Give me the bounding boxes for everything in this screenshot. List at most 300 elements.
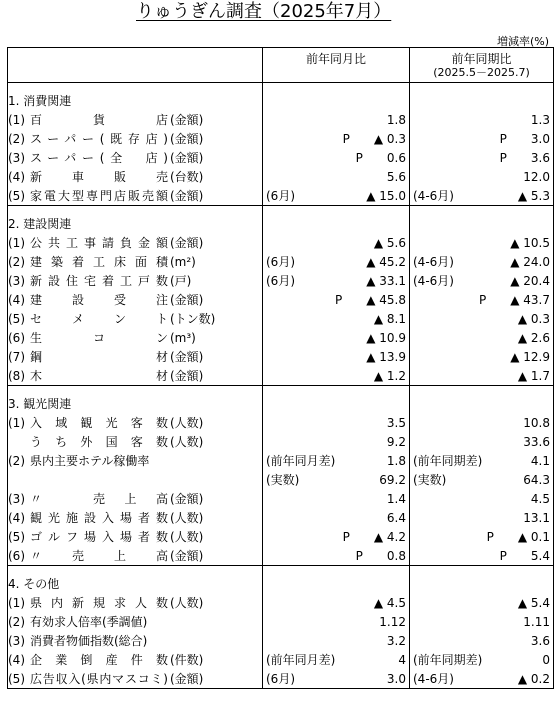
yoy-month-cell [263, 471, 410, 490]
preliminary-flag: P [486, 530, 494, 544]
yoy-month-cell [263, 291, 410, 310]
period-note: (前年同月差) [266, 454, 336, 468]
item-number: (1) [8, 236, 25, 250]
value [366, 291, 406, 309]
item-unit: (金額) [170, 293, 204, 307]
yoy-period-column-header [410, 48, 554, 83]
decrease-triangle-icon: ▲ [366, 331, 376, 345]
item-label: 公共工事請負金額 [30, 236, 168, 250]
decrease-triangle-icon: ▲ [366, 188, 376, 203]
item-number: (6) [8, 331, 25, 345]
value-number: 0.3 [386, 132, 406, 146]
item-label: うち外国客数 [30, 435, 168, 449]
value-number: 0.1 [530, 530, 550, 544]
decrease-triangle-icon: ▲ [517, 368, 528, 383]
decrease-triangle-icon: ▲ [517, 596, 528, 610]
decrease-triangle-icon: ▲ [510, 255, 520, 269]
table-row [8, 547, 554, 566]
section-heading: 1. 消費関連 [8, 91, 263, 111]
item-unit: (人数) [170, 416, 204, 430]
item-label: 新設住宅着工戸数 [30, 274, 168, 288]
yoy-period-cell [410, 272, 554, 291]
value-number: 20.4 [523, 274, 550, 288]
item-number: (1) [8, 416, 25, 430]
preliminary-flag: P [499, 151, 507, 165]
value-number: 5.4 [530, 548, 550, 563]
value [518, 187, 550, 205]
table-row [8, 452, 554, 471]
item-unit: (金額) [170, 350, 204, 364]
yoy-month-cell [263, 632, 410, 651]
yoy-period-cell [410, 632, 554, 651]
section-2 [8, 206, 554, 386]
table-row [8, 168, 554, 187]
yoy-period-cell [410, 528, 554, 547]
decrease-triangle-icon: ▲ [373, 132, 384, 146]
value [523, 433, 550, 451]
value-number: 3.0 [386, 671, 406, 686]
decrease-triangle-icon: ▲ [373, 530, 384, 544]
item-number: (4) [8, 653, 25, 667]
decrease-triangle-icon: ▲ [517, 331, 528, 345]
item-unit: (金額) [170, 492, 204, 506]
value [366, 348, 406, 366]
value-number: 6.4 [386, 511, 406, 525]
decrease-triangle-icon: ▲ [517, 530, 528, 544]
value-number: 69.2 [379, 473, 406, 487]
yoy-month-column-header [263, 48, 410, 83]
item-label: 百 貨 店 [30, 113, 168, 127]
period-note: (4-6月) [413, 671, 454, 686]
table-row [8, 253, 554, 272]
yoy-period-header-range: (2025.5－2025.7) [433, 66, 530, 79]
item-number: (3) [8, 151, 25, 165]
value-number: 3.6 [530, 634, 550, 648]
table-row [8, 651, 554, 670]
decrease-triangle-icon: ▲ [366, 350, 376, 364]
value-number: 4 [398, 653, 406, 667]
yoy-period-cell [410, 452, 554, 471]
value [379, 471, 406, 489]
item-number: (4) [8, 511, 25, 525]
period-note: (6月) [266, 274, 295, 288]
value-number: 1.2 [386, 368, 406, 383]
table-row [8, 433, 554, 452]
decrease-triangle-icon: ▲ [510, 236, 520, 250]
item-unit: (人数) [170, 530, 204, 544]
value [510, 234, 550, 252]
value-number: 5.3 [530, 188, 550, 203]
yoy-period-cell [410, 509, 554, 528]
value [387, 452, 406, 470]
value-number: 0 [542, 653, 550, 667]
item-number: (1) [8, 596, 25, 610]
value-number: 33.6 [523, 435, 550, 449]
value [518, 594, 550, 612]
yoy-month-cell [263, 547, 410, 566]
value-number: 0.2 [530, 671, 550, 686]
value [387, 149, 406, 167]
value [387, 433, 406, 451]
item-unit: (m²) [170, 255, 196, 269]
item-cell [8, 291, 263, 310]
table-row [8, 632, 554, 651]
yoy-month-cell [263, 651, 410, 670]
yoy-period-cell [410, 471, 554, 490]
value [523, 509, 550, 527]
value [518, 528, 550, 546]
value-number: 4.1 [530, 454, 550, 468]
value-number: 15.0 [379, 188, 406, 203]
item-cell [8, 414, 263, 433]
yoy-period-cell [410, 613, 554, 632]
value-number: 10.9 [379, 331, 406, 345]
decrease-triangle-icon: ▲ [373, 368, 384, 383]
item-cell [8, 348, 263, 367]
table-row [8, 310, 554, 329]
item-cell [8, 651, 263, 670]
preliminary-flag: P [478, 293, 487, 307]
value [523, 168, 550, 186]
value-number: 1.3 [530, 113, 550, 127]
yoy-month-cell [263, 234, 410, 253]
item-label: 入域観光客数 [30, 416, 168, 430]
section-heading: 2. 建設関連 [8, 214, 263, 234]
value-number: 13.1 [523, 511, 550, 525]
value [387, 490, 406, 508]
item-label: 建築着工床面積 [30, 255, 168, 269]
yoy-period-cell [410, 329, 554, 348]
item-cell [8, 471, 263, 490]
yoy-month-cell [263, 670, 410, 689]
table-row [8, 111, 554, 130]
yoy-month-cell [263, 130, 410, 149]
table-row [8, 348, 554, 367]
period-note: (4-6月) [413, 188, 454, 203]
item-label: 木 材 [30, 368, 168, 383]
value [523, 414, 550, 432]
item-label: 鋼 材 [30, 350, 168, 364]
decrease-triangle-icon: ▲ [510, 350, 520, 364]
value [518, 670, 550, 688]
value [531, 130, 550, 148]
decrease-triangle-icon: ▲ [373, 312, 384, 326]
period-note: (前年同月差) [266, 653, 336, 667]
yoy-period-cell [410, 433, 554, 452]
preliminary-flag: P [499, 548, 507, 563]
yoy-period-cell [410, 310, 554, 329]
value [398, 651, 406, 669]
item-unit: (人数) [170, 511, 204, 525]
item-unit: (金額) [170, 132, 204, 146]
period-note: (実数) [413, 473, 447, 487]
value-number: 45.8 [379, 293, 406, 307]
period-note: (実数) [266, 473, 300, 487]
item-column-header [8, 48, 263, 83]
yoy-period-cell [410, 651, 554, 670]
yoy-period-cell [410, 291, 554, 310]
value [523, 471, 550, 489]
value [374, 528, 406, 546]
table-row [8, 329, 554, 348]
value-number: 3.6 [530, 151, 550, 165]
value [542, 651, 550, 669]
item-number: (5) [8, 530, 25, 544]
section-1 [8, 83, 554, 206]
yoy-period-cell [410, 594, 554, 613]
value-number: 24.0 [523, 255, 550, 269]
item-cell [8, 367, 263, 386]
yoy-month-cell [263, 111, 410, 130]
value [518, 367, 550, 385]
yoy-period-cell [410, 414, 554, 433]
item-unit: (金額) [170, 113, 204, 127]
value-number: 1.7 [530, 368, 550, 383]
preliminary-flag: P [355, 548, 363, 563]
item-cell [8, 509, 263, 528]
value [374, 367, 406, 385]
period-note: (6月) [266, 671, 295, 686]
yoy-month-cell [263, 490, 410, 509]
period-note: (前年同期差) [413, 454, 483, 468]
item-number: (6) [8, 548, 25, 563]
item-cell [8, 111, 263, 130]
value-number: 8.1 [386, 312, 406, 326]
table-row [8, 187, 554, 206]
table-row [8, 414, 554, 433]
section-spacer [8, 386, 554, 394]
item-cell [8, 187, 263, 206]
value-number: 64.3 [523, 473, 550, 487]
value-number: 13.9 [379, 350, 406, 364]
item-cell [8, 433, 263, 452]
item-number: (1) [8, 113, 25, 127]
yoy-month-header-label: 前年同月比 [305, 52, 366, 66]
yoy-month-cell [263, 329, 410, 348]
yoy-period-cell [410, 490, 554, 509]
section-heading: 4. その他 [8, 574, 263, 594]
value [379, 613, 406, 631]
value [531, 111, 550, 129]
item-label: 〃 売 上 高 [30, 548, 168, 563]
item-label: 有効求人倍率(季調値) [30, 615, 148, 629]
value-number: 12.0 [523, 170, 550, 184]
value [366, 329, 406, 347]
value-number: 10.5 [523, 236, 550, 250]
section-3 [8, 386, 554, 566]
value [531, 490, 550, 508]
value [510, 348, 550, 366]
item-cell [8, 632, 263, 651]
item-unit: (戸) [170, 274, 192, 288]
value-number: 2.6 [530, 331, 550, 345]
value [510, 291, 550, 309]
section-spacer [8, 83, 554, 91]
value-number: 1.11 [523, 615, 550, 629]
value [387, 670, 406, 688]
item-label: セ メ ン ト [30, 312, 168, 326]
item-number: (5) [8, 188, 25, 203]
table-row [8, 272, 554, 291]
item-number: (3) [8, 274, 25, 288]
yoy-period-cell [410, 348, 554, 367]
item-number: (7) [8, 350, 25, 364]
value [518, 310, 550, 328]
item-label: 建 設 受 注 [30, 293, 168, 307]
value-number: 1.4 [386, 492, 406, 506]
item-cell [8, 594, 263, 613]
item-number: (8) [8, 368, 25, 383]
value-number: 33.1 [379, 274, 406, 288]
value [510, 272, 550, 290]
item-cell [8, 490, 263, 509]
page-title: りゅうぎん調査（2025年7月） [136, 1, 392, 22]
table-row [8, 594, 554, 613]
item-unit: (トン数) [170, 312, 216, 326]
decrease-triangle-icon: ▲ [366, 274, 376, 288]
item-number: (3) [8, 492, 25, 506]
item-cell [8, 547, 263, 566]
item-cell [8, 528, 263, 547]
item-label: 観光施設入場者数 [30, 511, 168, 525]
value-number: 0.6 [386, 151, 406, 165]
value [374, 234, 406, 252]
item-number: (3) [8, 634, 25, 648]
item-label: 家電大型専門店販売額 [30, 188, 168, 203]
value-number: 5.6 [386, 236, 406, 250]
table-row [8, 149, 554, 168]
value [518, 329, 550, 347]
table-row [8, 509, 554, 528]
item-number: (4) [8, 170, 25, 184]
preliminary-flag: P [499, 132, 507, 146]
table-row [8, 471, 554, 490]
yoy-month-cell [263, 253, 410, 272]
item-cell [8, 149, 263, 168]
item-unit: (m³) [170, 331, 196, 345]
period-note: (6月) [266, 255, 295, 269]
item-number: (2) [8, 615, 25, 629]
yoy-month-cell [263, 168, 410, 187]
decrease-triangle-icon: ▲ [373, 596, 384, 610]
value-number: 12.9 [523, 350, 550, 364]
yoy-month-cell [263, 594, 410, 613]
table-row [8, 291, 554, 310]
table-row [8, 528, 554, 547]
yoy-month-cell [263, 509, 410, 528]
item-label: 県内主要ホテル稼働率 [30, 454, 150, 468]
yoy-period-cell [410, 111, 554, 130]
value-number: 4.2 [386, 530, 406, 544]
preliminary-flag: P [342, 530, 350, 544]
value-number: 3.2 [386, 634, 406, 648]
value-number: 5.4 [530, 596, 550, 610]
item-cell [8, 234, 263, 253]
item-cell [8, 168, 263, 187]
value [523, 613, 550, 631]
item-unit: (金額) [170, 368, 204, 383]
yoy-month-cell [263, 613, 410, 632]
decrease-triangle-icon: ▲ [510, 274, 520, 288]
yoy-period-cell [410, 253, 554, 272]
section-heading-row [8, 91, 554, 111]
decrease-triangle-icon: ▲ [366, 293, 376, 307]
item-number: (4) [8, 293, 25, 307]
table-row [8, 613, 554, 632]
value-number: 45.2 [379, 255, 406, 269]
yoy-month-cell [263, 528, 410, 547]
section-heading: 3. 観光関連 [8, 394, 263, 414]
yoy-period-cell [410, 234, 554, 253]
period-note: (前年同期差) [413, 653, 483, 667]
item-number: (2) [8, 255, 25, 269]
value [387, 414, 406, 432]
item-cell [8, 613, 263, 632]
item-label: ゴルフ場入場者数 [30, 530, 168, 544]
item-unit: (件数) [170, 653, 204, 667]
table-row [8, 367, 554, 386]
decrease-triangle-icon: ▲ [366, 255, 376, 269]
value-number: 43.7 [523, 293, 550, 307]
item-number: (5) [8, 671, 25, 686]
value [531, 632, 550, 650]
unit-label: 増減率(%) [496, 35, 549, 48]
value [531, 547, 550, 565]
item-label: 広告収入(県内マスコミ) [30, 671, 168, 686]
yoy-period-cell [410, 367, 554, 386]
yoy-period-cell [410, 168, 554, 187]
yoy-month-cell [263, 348, 410, 367]
yoy-period-cell [410, 149, 554, 168]
section-spacer [8, 206, 554, 214]
value-number: 4.5 [530, 492, 550, 506]
item-label: 生 コ ン [30, 331, 168, 345]
item-unit: (人数) [170, 435, 204, 449]
value-number: 10.8 [523, 416, 550, 430]
item-label: スーパー(既存店) [30, 132, 168, 146]
item-unit: (人数) [170, 596, 204, 610]
item-cell [8, 452, 263, 471]
value [531, 149, 550, 167]
table-row [8, 130, 554, 149]
statistics-table [7, 47, 554, 689]
preliminary-flag: P [334, 293, 343, 307]
preliminary-flag: P [342, 132, 350, 146]
value [387, 632, 406, 650]
item-unit: (金額) [170, 671, 204, 686]
value-number: 0.8 [386, 548, 406, 563]
yoy-period-cell [410, 130, 554, 149]
item-cell [8, 130, 263, 149]
value [387, 168, 406, 186]
item-unit: (金額) [170, 236, 204, 250]
item-unit: (台数) [170, 170, 204, 184]
section-heading-row [8, 574, 554, 594]
yoy-period-cell [410, 187, 554, 206]
section-spacer [8, 566, 554, 574]
item-cell [8, 272, 263, 291]
section-heading-row [8, 394, 554, 414]
decrease-triangle-icon: ▲ [517, 188, 528, 203]
item-unit: (金額) [170, 151, 204, 165]
item-cell [8, 329, 263, 348]
value-number: 3.0 [530, 132, 550, 146]
value [387, 547, 406, 565]
item-number: (2) [8, 132, 25, 146]
period-note: (6月) [266, 188, 295, 203]
yoy-month-cell [263, 272, 410, 291]
yoy-month-cell [263, 310, 410, 329]
